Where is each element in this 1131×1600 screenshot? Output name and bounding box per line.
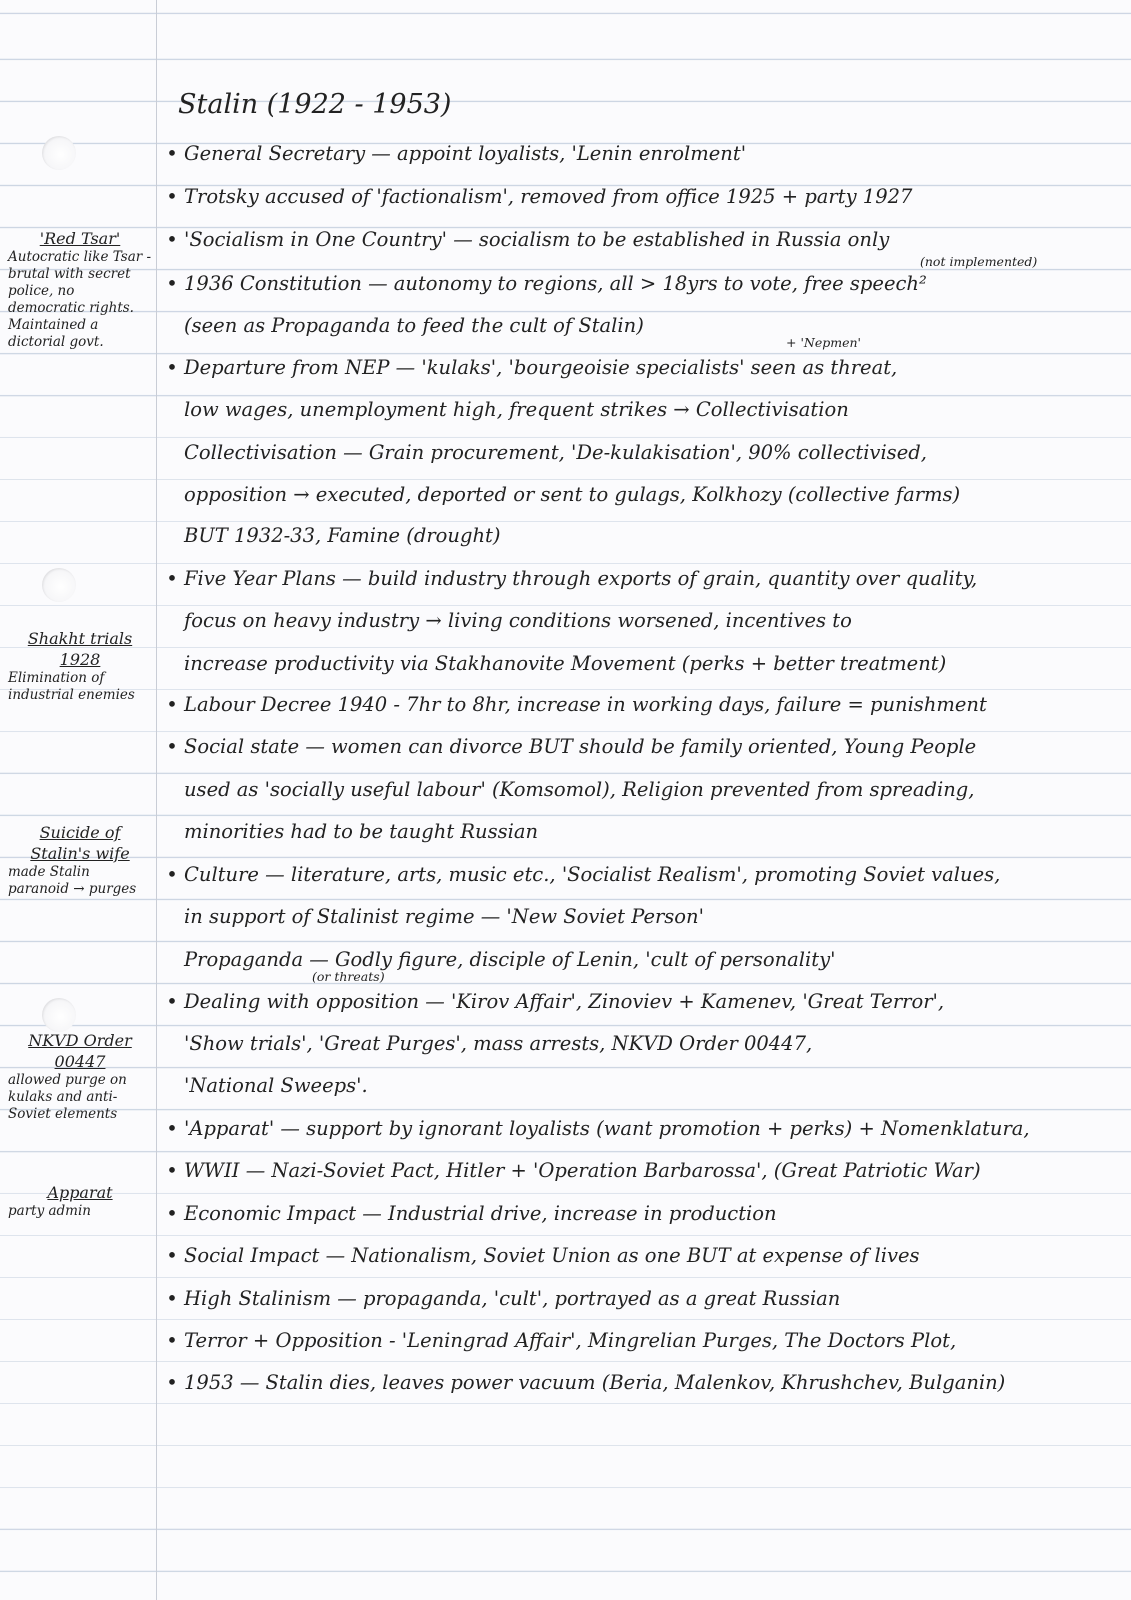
note-line <box>160 731 1107 763</box>
note-line <box>160 859 1107 891</box>
note-text: Collectivisation — Grain procurement, 'De-kulakisation', 90% collectivised, <box>184 441 927 464</box>
note-text: Trotsky accused of 'factionalism', removed from office 1925 + party 1927 <box>184 185 913 208</box>
note-text: 'Apparat' — support by ignorant loyalists (want promotion + perks) + Nomenklatura, <box>184 1117 1030 1140</box>
bullet-dot: • <box>166 863 178 886</box>
note-line <box>160 479 1107 511</box>
margin-note <box>8 822 152 898</box>
note-line <box>160 394 1107 426</box>
margin-note-heading: Apparat <box>47 1183 113 1202</box>
note-line <box>160 268 1107 300</box>
note-text: in support of Stalinist regime — 'New Soviet Person' <box>184 905 704 928</box>
note-line <box>160 774 1107 806</box>
note-text: low wages, unemployment high, frequent strikes → Collectivisation <box>184 398 849 421</box>
note-line <box>160 901 1107 933</box>
note-line <box>160 1198 1107 1230</box>
bullet-dot: • <box>166 1329 178 1352</box>
margin-note <box>8 228 152 351</box>
punch-hole <box>42 998 76 1032</box>
note-text: Social Impact — Nationalism, Soviet Union as one BUT at expense of lives <box>184 1244 920 1267</box>
interlinear-note: + 'Nepmen' <box>786 335 861 350</box>
bullet-dot: • <box>166 1159 178 1182</box>
note-line <box>160 816 1107 848</box>
note-line <box>160 689 1107 721</box>
note-line <box>160 563 1107 595</box>
margin-note-heading: Shakht trials 1928 <box>27 629 133 669</box>
bullet-dot: • <box>166 1202 178 1225</box>
note-text: Five Year Plans — build industry through exports of grain, quantity over quality, <box>184 567 978 590</box>
note-line <box>160 605 1107 637</box>
note-text: 'National Sweeps'. <box>184 1074 368 1097</box>
margin-rule <box>156 0 157 1600</box>
bullet-dot: • <box>166 567 178 590</box>
page-title: Stalin (1922 - 1953) <box>178 89 452 120</box>
note-text: Culture — literature, arts, music etc., 'Socialist Realism', promoting Soviet values, <box>184 863 1001 886</box>
margin-note <box>8 1182 152 1220</box>
margin-note-heading: 'Red Tsar' <box>39 229 121 248</box>
note-text: focus on heavy industry → living conditions worsened, incentives to <box>184 609 852 632</box>
note-line <box>160 1113 1107 1145</box>
margin-note-body: made Stalin paranoid → purges <box>8 864 137 897</box>
note-text: Terror + Opposition - 'Leningrad Affair', Mingrelian Purges, The Doctors Plot, <box>184 1329 957 1352</box>
note-text: 'Show trials', 'Great Purges', mass arrests, NKVD Order 00447, <box>184 1032 813 1055</box>
margin-note-body: party admin <box>8 1203 91 1219</box>
note-line <box>160 520 1107 552</box>
punch-hole <box>42 136 76 170</box>
note-line <box>160 944 1107 976</box>
interlinear-note: (not implemented) <box>920 254 1038 269</box>
note-text: 'Socialism in One Country' — socialism to be established in Russia only <box>184 228 890 251</box>
bullet-dot: • <box>166 1287 178 1310</box>
note-text: (seen as Propaganda to feed the cult of Stalin) <box>184 314 644 337</box>
note-line <box>160 648 1107 680</box>
interlinear-note: (or threats) <box>312 969 385 984</box>
note-text: Labour Decree 1940 - 7hr to 8hr, increase in working days, failure = punishment <box>184 693 987 716</box>
note-text: General Secretary — appoint loyalists, 'Lenin enrolment' <box>184 142 747 165</box>
bullet-dot: • <box>166 185 178 208</box>
note-line <box>160 1240 1107 1272</box>
note-line <box>160 1155 1107 1187</box>
margin-note-body: Autocratic like Tsar - brutal with secret police, no democratic rights. Maintained a dictorial govt. <box>8 249 152 350</box>
note-line <box>160 437 1107 469</box>
bullet-dot: • <box>166 356 178 379</box>
note-line <box>160 138 1107 170</box>
note-line <box>160 986 1107 1018</box>
bullet-dot: • <box>166 142 178 165</box>
note-text: opposition → executed, deported or sent to gulags, Kolkhozy (collective farms) <box>184 483 961 506</box>
note-text: 1936 Constitution — autonomy to regions, all > 18yrs to vote, free speech² <box>184 272 927 295</box>
bullet-dot: • <box>166 1371 178 1394</box>
bullet-dot: • <box>166 1117 178 1140</box>
punch-hole <box>42 568 76 602</box>
margin-note-heading: Suicide of Stalin's wife <box>30 823 130 863</box>
margin-note <box>8 628 152 704</box>
margin-note-body: allowed purge on kulaks and anti-Soviet elements <box>8 1072 127 1122</box>
note-text: Social state — women can divorce BUT should be family oriented, Young People <box>184 735 977 758</box>
note-text: increase productivity via Stakhanovite Movement (perks + better treatment) <box>184 652 947 675</box>
note-text: Dealing with opposition — 'Kirov Affair', Zinoviev + Kamenev, 'Great Terror', <box>184 990 945 1013</box>
margin-note <box>8 1030 152 1123</box>
note-text: High Stalinism — propaganda, 'cult', portrayed as a great Russian <box>184 1287 841 1310</box>
note-line <box>160 352 1107 384</box>
note-line <box>160 181 1107 213</box>
note-line <box>160 1070 1107 1102</box>
note-text: Departure from NEP — 'kulaks', 'bourgeoisie specialists' seen as threat, <box>184 356 898 379</box>
bullet-dot: • <box>166 693 178 716</box>
note-line <box>160 224 1107 256</box>
note-line <box>160 1283 1107 1315</box>
bullet-dot: • <box>166 272 178 295</box>
note-text: minorities had to be taught Russian <box>184 820 539 843</box>
note-text: used as 'socially useful labour' (Komsomol), Religion prevented from spreading, <box>184 778 975 801</box>
margin-note-body: Elimination of industrial enemies <box>8 670 135 703</box>
note-text: 1953 — Stalin dies, leaves power vacuum (Beria, Malenkov, Khrushchev, Bulganin) <box>184 1371 1006 1394</box>
note-line <box>160 1325 1107 1357</box>
note-text: Propaganda — Godly figure, disciple of Lenin, 'cult of personality' <box>184 948 836 971</box>
note-line <box>160 1028 1107 1060</box>
bullet-dot: • <box>166 990 178 1013</box>
bullet-dot: • <box>166 228 178 251</box>
bullet-dot: • <box>166 1244 178 1267</box>
note-text: BUT 1932-33, Famine (drought) <box>184 524 501 547</box>
margin-note-heading: NKVD Order 00447 <box>28 1031 132 1071</box>
note-text: Economic Impact — Industrial drive, increase in production <box>184 1202 777 1225</box>
bullet-dot: • <box>166 735 178 758</box>
note-text: WWII — Nazi-Soviet Pact, Hitler + 'Operation Barbarossa', (Great Patriotic War) <box>184 1159 981 1182</box>
note-line <box>160 1367 1107 1399</box>
note-line <box>160 310 1107 342</box>
